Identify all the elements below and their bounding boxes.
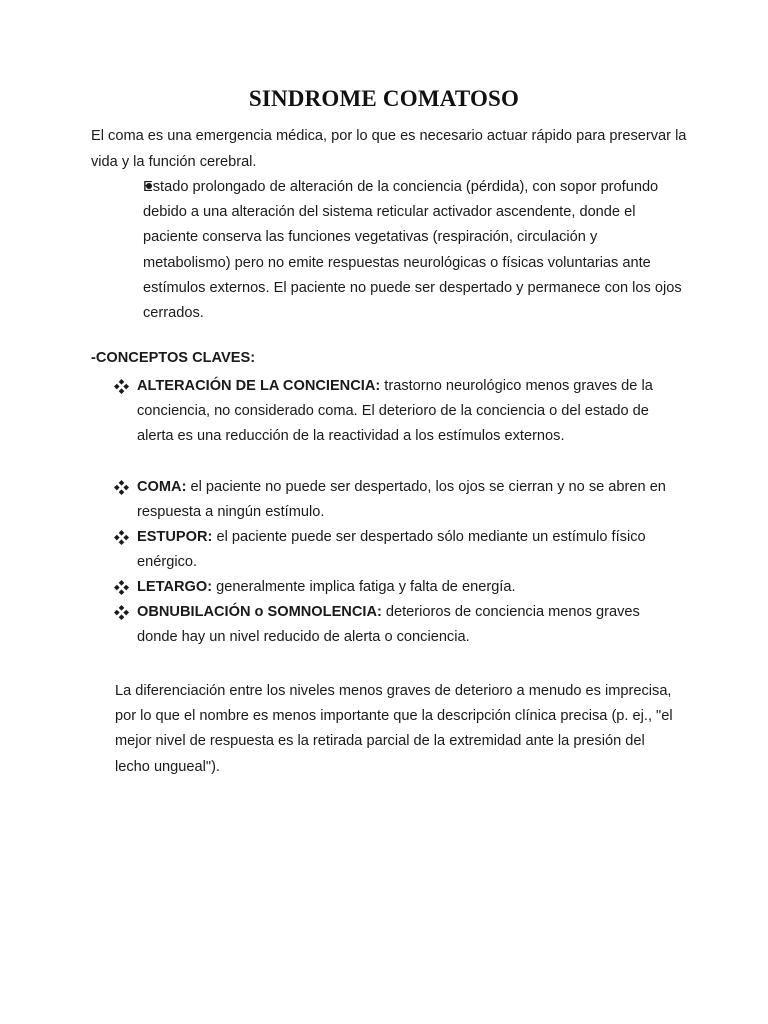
document-title: SINDROME COMATOSO: [248, 86, 520, 111]
concept-term: ESTUPOR:: [137, 529, 213, 545]
concept-description: el paciente no puede ser despertado, los ojos se cierran y no se abren en respuesta a ningún estímulo.: [137, 479, 666, 521]
concept-item: [137, 525, 677, 575]
concept-term: ALTERACIÓN DE LA CONCIENCIA:: [137, 378, 381, 394]
concept-description: deterioros de conciencia menos graves donde hay un nivel reducido de alerta o conciencia.: [137, 604, 640, 646]
concept-term: OBNUBILACIÓN o SOMNOLENCIA:: [137, 604, 382, 620]
concepts-heading: -CONCEPTOS CLAVES:: [91, 350, 256, 366]
closing-paragraph: La diferenciación entre los niveles menos graves de deterioro a menudo es imprecisa, por lo que el nombre es menos importante que la descripción clínica precisa (p. ej., "el mejor nivel de respuesta es la retirada parcial de la extremidad ante la presión del lecho ungueal").: [115, 683, 673, 775]
diamond-bullet-icon: [114, 605, 129, 620]
concept-term: COMA:: [137, 479, 187, 495]
concept-item: [137, 374, 677, 450]
concept-description: el paciente puede ser despertado sólo mediante un estímulo físico enérgico.: [137, 529, 646, 571]
diamond-bullet-icon: [114, 379, 129, 394]
intro-paragraph: El coma es una emergencia médica, por lo que es necesario actuar rápido para preservar la vida y la función cerebral.: [91, 128, 687, 170]
diamond-bullet-icon: [114, 580, 129, 595]
concept-description: trastorno neurológico menos graves de la conciencia, no considerado coma. El deterioro de la conciencia o del estado de alerta es una reducción de la reactividad a los estímulos externos.: [137, 378, 653, 445]
concept-description: generalmente implica fatiga y falta de energía.: [212, 579, 516, 595]
concept-item: [137, 575, 677, 600]
definition-bullet-text: Estado prolongado de alteración de la conciencia (pérdida), con sopor profundo debido a una alteración del sistema reticular activador ascendente, donde el paciente conserva las funciones vegetativas (respiración, circulación y metabolismo) pero no emite respuestas neurológicas o físicas voluntarias ante estímulos externos. El paciente no puede ser despertado y permanece con los ojos cerrados.: [143, 179, 682, 322]
diamond-bullet-icon: [114, 480, 129, 495]
concept-term: LETARGO:: [137, 579, 213, 595]
concept-item: [137, 475, 677, 525]
concept-item: [137, 600, 677, 650]
diamond-bullet-icon: [114, 530, 129, 545]
